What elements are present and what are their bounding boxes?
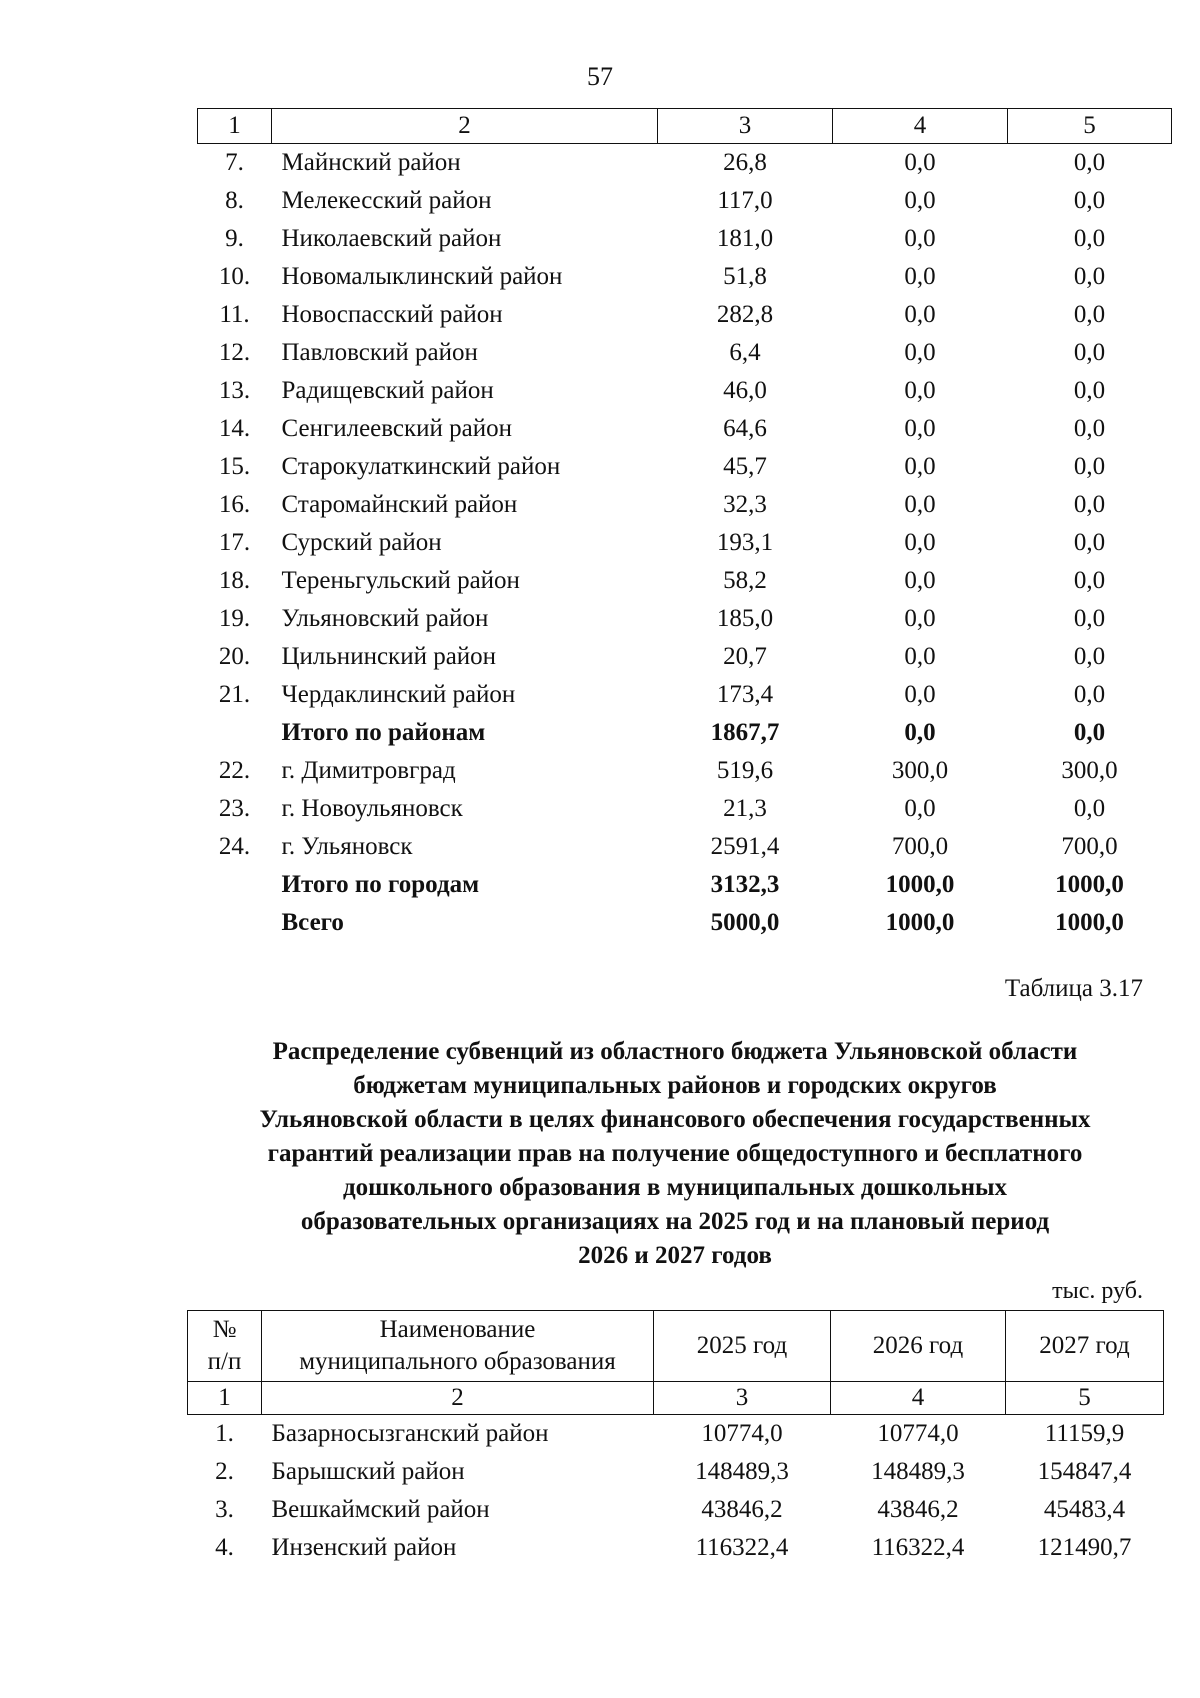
table-body bbox=[198, 144, 1172, 943]
row-name: Итого по районам bbox=[281, 719, 486, 746]
row-name: Павловский район bbox=[281, 339, 478, 366]
header-2025: 2025 год bbox=[654, 1311, 831, 1382]
row-value-col4: 0,0 bbox=[904, 301, 936, 328]
row-number: 18. bbox=[218, 567, 251, 594]
row-number: 21. bbox=[218, 681, 251, 708]
row-value-col3: 21,3 bbox=[723, 795, 767, 822]
row-value-col3: 173,4 bbox=[716, 681, 774, 708]
table-row bbox=[198, 676, 1172, 714]
row-number: 17. bbox=[218, 529, 251, 556]
table-row bbox=[198, 220, 1172, 258]
row-value-col5: 0,0 bbox=[1073, 263, 1106, 290]
row-value-col5: 0,0 bbox=[1073, 187, 1106, 214]
row-value-col5: 1000,0 bbox=[1055, 871, 1124, 898]
row-value-col3: 45,7 bbox=[723, 453, 767, 480]
table-row bbox=[198, 448, 1172, 486]
table-row bbox=[198, 296, 1172, 334]
row-value-col3: 117,0 bbox=[717, 187, 773, 214]
row-value-col4: 0,0 bbox=[904, 681, 936, 708]
row-number: 1. bbox=[215, 1420, 234, 1447]
row-number: 3. bbox=[215, 1496, 234, 1523]
row-value-col3: 58,2 bbox=[723, 567, 767, 594]
heading-line: гарантий реализации прав на получение общедоступного и бесплатного bbox=[267, 1140, 1083, 1167]
table-caption: Таблица 3.17 bbox=[1004, 975, 1143, 1002]
table-row bbox=[188, 1415, 1164, 1454]
header-text: № bbox=[212, 1316, 237, 1343]
table-continued bbox=[197, 108, 1172, 942]
row-value-col4: 0,0 bbox=[904, 719, 936, 746]
table-row bbox=[198, 524, 1172, 562]
row-name: Мелекесский район bbox=[281, 187, 492, 214]
row-name: Всего bbox=[281, 909, 344, 936]
table-row bbox=[198, 866, 1172, 904]
row-value-col5: 0,0 bbox=[1073, 567, 1106, 594]
row-name: Цильнинский район bbox=[281, 643, 497, 670]
index-cell: 2 bbox=[272, 109, 658, 144]
row-value-col3: 64,6 bbox=[723, 415, 767, 442]
row-number bbox=[198, 866, 272, 904]
page-number: 57 bbox=[587, 62, 613, 91]
row-name: Старомайнский район bbox=[281, 491, 518, 518]
row-number: 22. bbox=[218, 757, 251, 784]
header-2027: 2027 год bbox=[1006, 1311, 1164, 1382]
row-number: 7. bbox=[225, 149, 244, 176]
table-row bbox=[198, 904, 1172, 942]
row-value-col3: 51,8 bbox=[723, 263, 767, 290]
row-value-col5: 0,0 bbox=[1073, 149, 1106, 176]
row-value-col3: 193,1 bbox=[716, 529, 774, 556]
row-value-col5: 0,0 bbox=[1073, 681, 1106, 708]
row-number: 8. bbox=[225, 187, 244, 214]
row-value-col3: 181,0 bbox=[716, 225, 774, 252]
row-value-col4: 0,0 bbox=[904, 263, 936, 290]
header-name bbox=[262, 1311, 654, 1382]
row-value-col3: 10774,0 bbox=[701, 1420, 783, 1447]
row-value-col3: 32,3 bbox=[723, 491, 767, 518]
units-label: тыс. руб. bbox=[1052, 1278, 1143, 1304]
row-number: 13. bbox=[218, 377, 251, 404]
row-name: Радищевский район bbox=[281, 377, 494, 404]
index-cell: 1 bbox=[198, 109, 272, 144]
row-number: 19. bbox=[218, 605, 251, 632]
row-value-col4: 0,0 bbox=[904, 529, 936, 556]
table-body bbox=[188, 1415, 1164, 1568]
heading-line: Распределение субвенций из областного бюджета Ульяновской области bbox=[272, 1038, 1078, 1065]
row-value-col5: 121490,7 bbox=[1037, 1534, 1132, 1561]
row-value-col5: 45483,4 bbox=[1043, 1496, 1126, 1523]
heading-line: Ульяновской области в целях финансового обеспечения государственных bbox=[259, 1106, 1091, 1133]
row-number: 4. bbox=[215, 1534, 234, 1561]
row-value-col4: 1000,0 bbox=[885, 871, 955, 898]
row-value-col5: 0,0 bbox=[1073, 415, 1106, 442]
row-number: 2. bbox=[215, 1458, 234, 1485]
row-name: Барышский район bbox=[271, 1458, 465, 1485]
table-row bbox=[198, 790, 1172, 828]
heading-line: бюджетам муниципальных районов и городских округов bbox=[353, 1072, 997, 1099]
row-name: г. Ульяновск bbox=[281, 833, 413, 860]
row-value-col4: 0,0 bbox=[904, 605, 936, 632]
row-value-col3: 185,0 bbox=[716, 605, 774, 632]
row-value-col4: 0,0 bbox=[904, 491, 936, 518]
index-cell: 3 bbox=[654, 1382, 831, 1415]
row-value-col4: 43846,2 bbox=[877, 1496, 959, 1523]
table-row bbox=[198, 410, 1172, 448]
table-header-row bbox=[188, 1311, 1164, 1382]
row-name: Базарносызганский район bbox=[271, 1420, 549, 1447]
index-cell: 1 bbox=[188, 1382, 262, 1415]
row-value-col4: 0,0 bbox=[904, 339, 936, 366]
table-row bbox=[198, 828, 1172, 866]
row-number bbox=[198, 904, 272, 942]
table-row bbox=[188, 1491, 1164, 1529]
table-row bbox=[198, 752, 1172, 790]
heading-line: дошкольного образования в муниципальных дошкольных bbox=[342, 1174, 1007, 1201]
row-value-col4: 0,0 bbox=[904, 453, 936, 480]
row-value-col5: 0,0 bbox=[1073, 605, 1106, 632]
row-value-col3: 116322,4 bbox=[695, 1534, 789, 1561]
row-value-col3: 1867,7 bbox=[710, 719, 780, 746]
row-value-col5: 0,0 bbox=[1073, 453, 1106, 480]
row-name: Ульяновский район bbox=[281, 605, 489, 632]
row-value-col4: 0,0 bbox=[904, 415, 936, 442]
row-value-col4: 0,0 bbox=[904, 567, 936, 594]
row-value-col4: 0,0 bbox=[904, 149, 936, 176]
row-name: г. Новоульяновск bbox=[281, 795, 463, 822]
row-number: 24. bbox=[218, 833, 251, 860]
row-value-col4: 0,0 bbox=[904, 187, 936, 214]
row-name: Николаевский район bbox=[281, 225, 502, 252]
table-row bbox=[198, 372, 1172, 410]
row-name: Старокулаткинский район bbox=[281, 453, 561, 480]
row-value-col5: 0,0 bbox=[1073, 643, 1106, 670]
index-cell: 4 bbox=[833, 109, 1008, 144]
row-value-col4: 116322,4 bbox=[871, 1534, 965, 1561]
row-name: Майнский район bbox=[281, 149, 461, 176]
row-value-col5: 0,0 bbox=[1073, 491, 1106, 518]
table-row bbox=[198, 638, 1172, 676]
row-value-col5: 0,0 bbox=[1073, 795, 1106, 822]
header-number bbox=[188, 1311, 262, 1382]
row-name: г. Димитровград bbox=[281, 757, 456, 784]
table-row bbox=[198, 144, 1172, 183]
row-value-col4: 0,0 bbox=[904, 643, 936, 670]
table-row bbox=[188, 1529, 1164, 1567]
row-value-col3: 2591,4 bbox=[710, 833, 780, 860]
row-value-col5: 154847,4 bbox=[1037, 1458, 1132, 1485]
index-cell: 5 bbox=[1008, 109, 1172, 144]
table-row bbox=[198, 334, 1172, 372]
index-cell: 4 bbox=[831, 1382, 1006, 1415]
row-value-col4: 0,0 bbox=[904, 377, 936, 404]
row-value-col3: 43846,2 bbox=[701, 1496, 783, 1523]
header-text: Наименование bbox=[379, 1316, 536, 1343]
header-text: п/п bbox=[207, 1348, 242, 1375]
index-cell: 5 bbox=[1006, 1382, 1164, 1415]
row-number: 20. bbox=[218, 643, 251, 670]
table-index-row bbox=[198, 109, 1172, 144]
row-value-col5: 0,0 bbox=[1073, 719, 1106, 746]
row-value-col4: 1000,0 bbox=[885, 909, 955, 936]
row-value-col4: 0,0 bbox=[904, 795, 936, 822]
row-number: 11. bbox=[219, 301, 250, 328]
row-value-col4: 0,0 bbox=[904, 225, 936, 252]
row-name: Новоспасский район bbox=[281, 301, 503, 328]
table-row bbox=[198, 182, 1172, 220]
row-value-col5: 700,0 bbox=[1061, 833, 1118, 860]
row-name: Чердаклинский район bbox=[281, 681, 516, 708]
table-row bbox=[198, 258, 1172, 296]
row-name: Сурский район bbox=[281, 529, 442, 556]
row-number: 9. bbox=[225, 225, 244, 252]
row-value-col4: 700,0 bbox=[891, 833, 949, 860]
heading-line: 2026 и 2027 годов bbox=[578, 1242, 772, 1269]
row-value-col3: 282,8 bbox=[716, 301, 774, 328]
row-name: Тереньгульский район bbox=[281, 567, 520, 594]
table-row bbox=[198, 600, 1172, 638]
row-value-col5: 0,0 bbox=[1073, 529, 1106, 556]
row-value-col3: 3132,3 bbox=[710, 871, 780, 898]
row-value-col3: 26,8 bbox=[723, 149, 767, 176]
row-value-col5: 1000,0 bbox=[1055, 909, 1124, 936]
row-value-col3: 6,4 bbox=[729, 339, 761, 366]
row-value-col3: 519,6 bbox=[716, 757, 774, 784]
row-value-col4: 10774,0 bbox=[877, 1420, 959, 1447]
subvention-table bbox=[187, 1310, 1164, 1567]
table-row bbox=[198, 562, 1172, 600]
row-value-col5: 0,0 bbox=[1073, 377, 1106, 404]
row-name: Итого по городам bbox=[281, 871, 480, 898]
row-value-col3: 46,0 bbox=[723, 377, 767, 404]
row-number: 10. bbox=[218, 263, 251, 290]
row-number: 12. bbox=[218, 339, 251, 366]
header-2026: 2026 год bbox=[831, 1311, 1006, 1382]
header-text: муниципального образования bbox=[299, 1348, 616, 1375]
table-row bbox=[188, 1453, 1164, 1491]
row-number bbox=[198, 714, 272, 752]
row-value-col5: 11159,9 bbox=[1044, 1420, 1125, 1447]
index-cell: 3 bbox=[658, 109, 833, 144]
row-value-col5: 0,0 bbox=[1073, 339, 1106, 366]
row-value-col4: 148489,3 bbox=[871, 1458, 965, 1485]
row-name: Инзенский район bbox=[271, 1534, 457, 1561]
row-number: 23. bbox=[218, 795, 251, 822]
row-value-col5: 0,0 bbox=[1073, 301, 1106, 328]
row-value-col4: 300,0 bbox=[891, 757, 949, 784]
row-value-col3: 20,7 bbox=[723, 643, 767, 670]
row-name: Сенгилеевский район bbox=[281, 415, 513, 442]
row-name: Вешкаймский район bbox=[271, 1496, 490, 1523]
table-row bbox=[198, 486, 1172, 524]
row-value-col3: 5000,0 bbox=[710, 909, 780, 936]
row-value-col3: 148489,3 bbox=[695, 1458, 789, 1485]
row-value-col5: 300,0 bbox=[1061, 757, 1118, 784]
heading-line: образовательных организациях на 2025 год и на плановый период bbox=[300, 1208, 1050, 1235]
table-row bbox=[198, 714, 1172, 752]
row-number: 14. bbox=[218, 415, 251, 442]
row-number: 16. bbox=[218, 491, 251, 518]
row-value-col5: 0,0 bbox=[1073, 225, 1106, 252]
row-number: 15. bbox=[218, 453, 251, 480]
table-heading bbox=[180, 1035, 1170, 1273]
index-cell: 2 bbox=[262, 1382, 654, 1415]
table-index-row bbox=[188, 1382, 1164, 1415]
row-name: Новомалыклинский район bbox=[281, 263, 563, 290]
